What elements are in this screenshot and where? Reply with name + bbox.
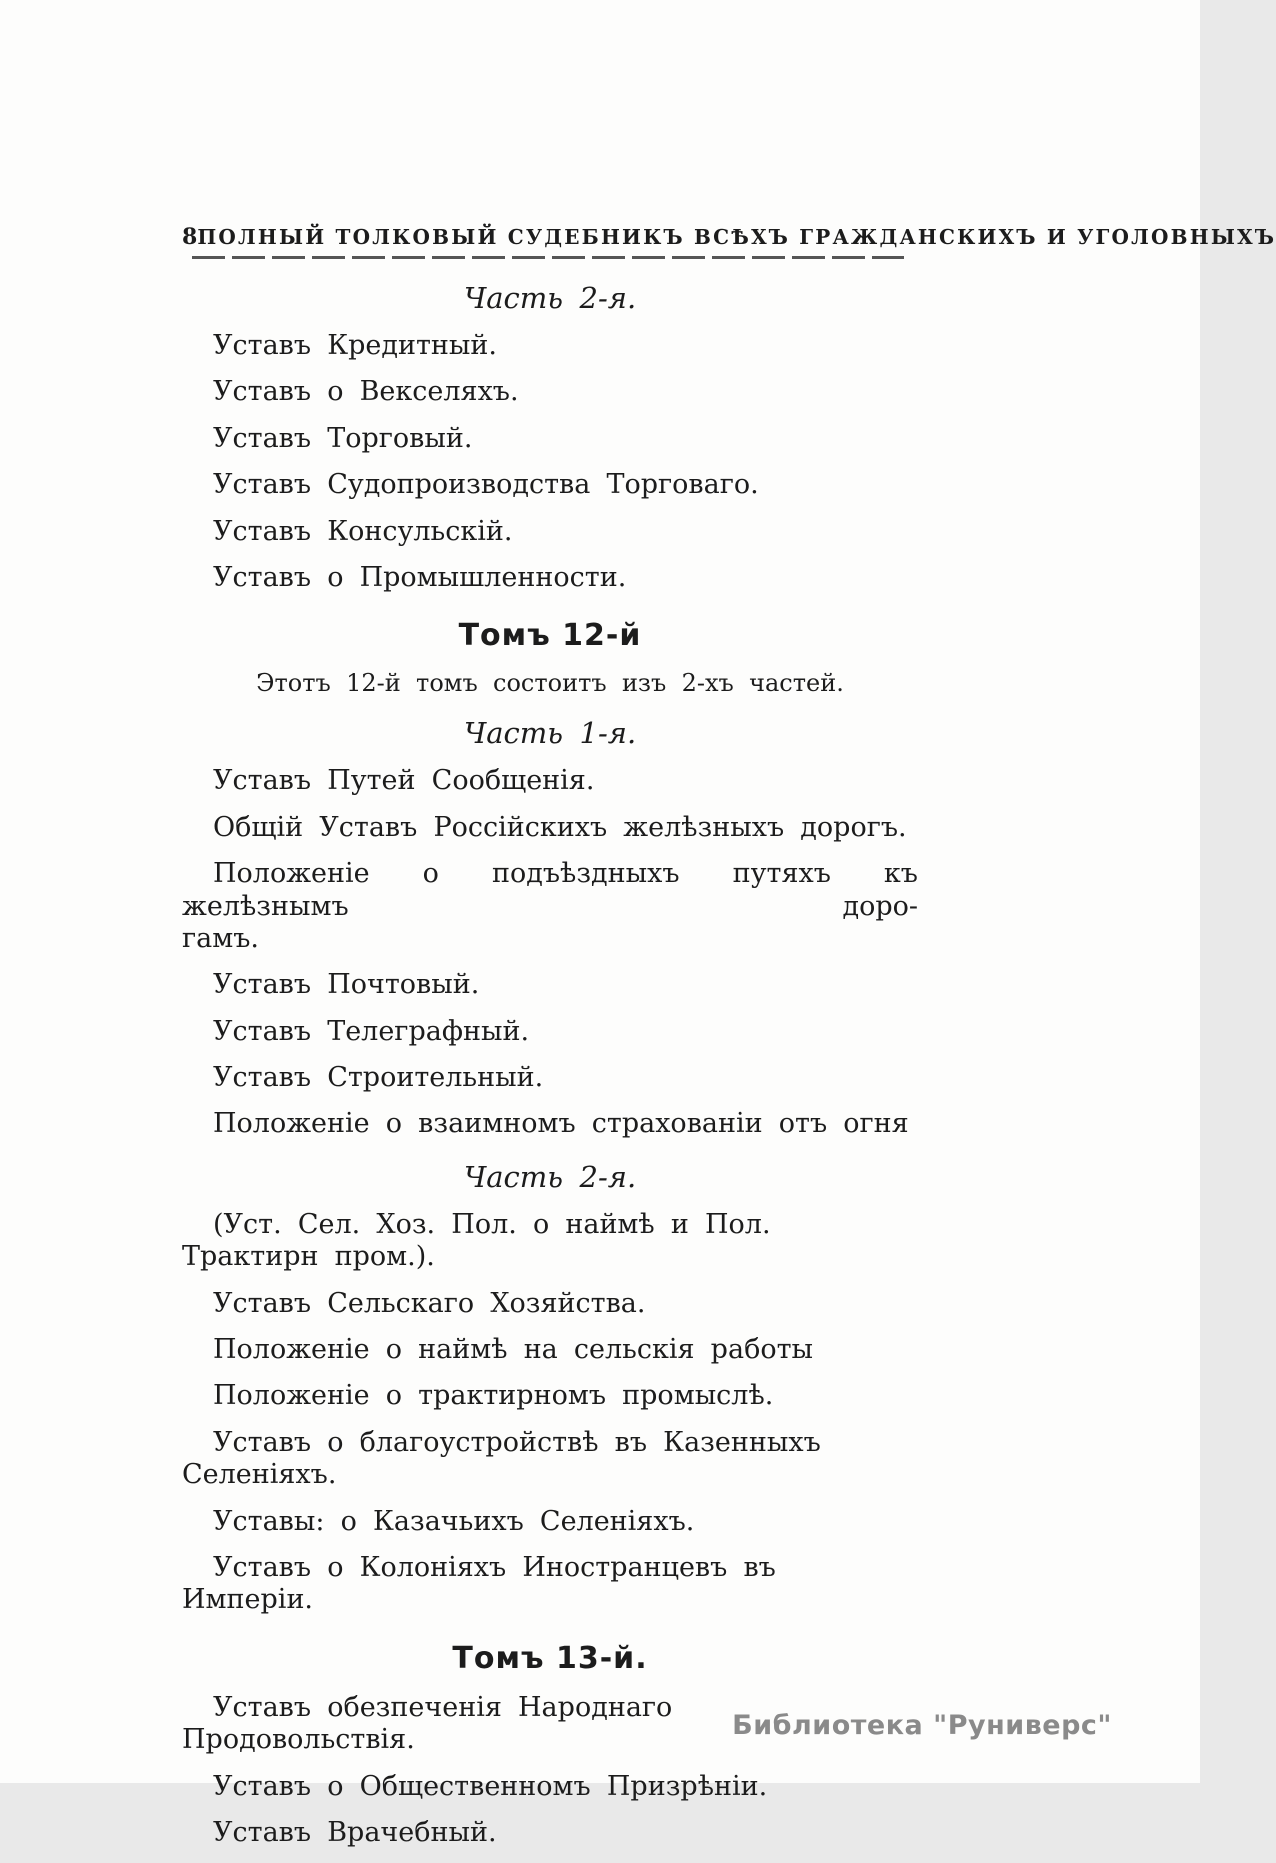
entry-line: Уставъ Судопроизводства Торговаго.: [213, 469, 759, 501]
running-header: [182, 224, 1276, 250]
entry-line: Уставъ Строительный.: [213, 1062, 544, 1094]
entry-line: Уставъ о Промышленности.: [213, 561, 627, 593]
entry-line: Уставъ о благоустройствѣ въ Казенныхъ Селеніяхъ.: [182, 1426, 821, 1491]
entry-line: Положеніе о трактирномъ промыслѣ.: [213, 1380, 774, 1412]
law-entry: [182, 376, 918, 408]
part-heading: Часть 2-я.: [463, 1159, 637, 1194]
entry-line: Уставъ о Общественномъ Призрѣніи.: [213, 1770, 768, 1802]
law-entry: [182, 1380, 918, 1412]
law-entry: [182, 1771, 918, 1803]
entry-line: Положеніе о взаимномъ страхованіи отъ огня: [213, 1108, 909, 1140]
entry-line: Уставъ Кредитный.: [213, 330, 497, 361]
part-heading: Часть 1-я.: [463, 716, 637, 751]
page-number: 8: [182, 224, 198, 250]
library-watermark: Библиотека "Руниверс": [732, 1710, 1112, 1741]
law-entry: [182, 1334, 918, 1366]
law-entry: [182, 812, 918, 844]
law-entry: [182, 969, 918, 1001]
law-entry: [182, 1506, 918, 1538]
entry-line: Уставъ Врачебный.: [213, 1816, 497, 1848]
part-heading: Часть 2-я.: [463, 281, 637, 315]
law-entry: [182, 516, 918, 548]
entry-line: Уставъ Путей Сообщенія.: [213, 765, 595, 797]
law-entry: [182, 1108, 918, 1140]
text-blocks: [182, 281, 918, 1849]
entry-line: Уставъ Телеграфный.: [213, 1015, 530, 1047]
note-line: Этотъ 12-й томъ состоитъ изъ 2-хъ частей.: [256, 669, 844, 698]
entry-line: Уставъ Сельскаго Хозяйства.: [213, 1287, 646, 1319]
entry-line: Уставъ о Векселяхъ.: [213, 376, 519, 408]
entry-line: Положеніе о подъѣздныхъ путяхъ къ желѣзнымъ доро-: [182, 858, 918, 922]
entry-line: Уставъ Торговый.: [213, 422, 473, 454]
entry-line: Уставъ Почтовый.: [213, 969, 480, 1001]
entry-line: (Уст. Сел. Хоз. Пол. о наймѣ и Пол. Трактирн пром.).: [182, 1208, 771, 1273]
law-entry: [182, 765, 918, 797]
law-entry: [182, 330, 918, 362]
header-underline: [192, 256, 904, 259]
entry-line: Уставъ обезпеченія Народнаго Продовольствія.: [182, 1691, 673, 1756]
law-entry: [182, 469, 918, 501]
entry-line: Уставъ о Колоніяхъ Иностранцевъ въ Имперіи.: [182, 1551, 776, 1616]
volume-heading: Томъ 13-й.: [452, 1640, 648, 1676]
running-header-title: ПОЛНЫЙ ТОЛКОВЫЙ СУДЕБНИКЪ ВСѢХЪ ГРАЖДАНСКИХЪ И УГОЛОВНЫХЪ: [197, 224, 1276, 250]
law-entry: [182, 1209, 918, 1274]
law-entry: [182, 1288, 918, 1320]
law-entry: [182, 858, 918, 955]
law-entry: [182, 1016, 918, 1048]
law-entry: [182, 562, 918, 594]
law-entry: [182, 1062, 918, 1094]
law-entry: [182, 1427, 918, 1492]
law-entry: [182, 1817, 918, 1849]
law-entry: [182, 423, 918, 455]
entry-line: Уставы: о Казачьихъ Селеніяхъ.: [213, 1505, 695, 1537]
law-entry: [182, 1552, 918, 1617]
entry-line: Уставъ Консульскій.: [213, 515, 513, 547]
volume-heading: Томъ 12-й: [458, 618, 642, 654]
entry-line: Положеніе о наймѣ на сельскія работы: [213, 1334, 814, 1366]
entry-line: Общій Уставъ Россійскихъ желѣзныхъ дорогъ.: [213, 811, 907, 843]
entry-line: гамъ.: [182, 922, 260, 954]
